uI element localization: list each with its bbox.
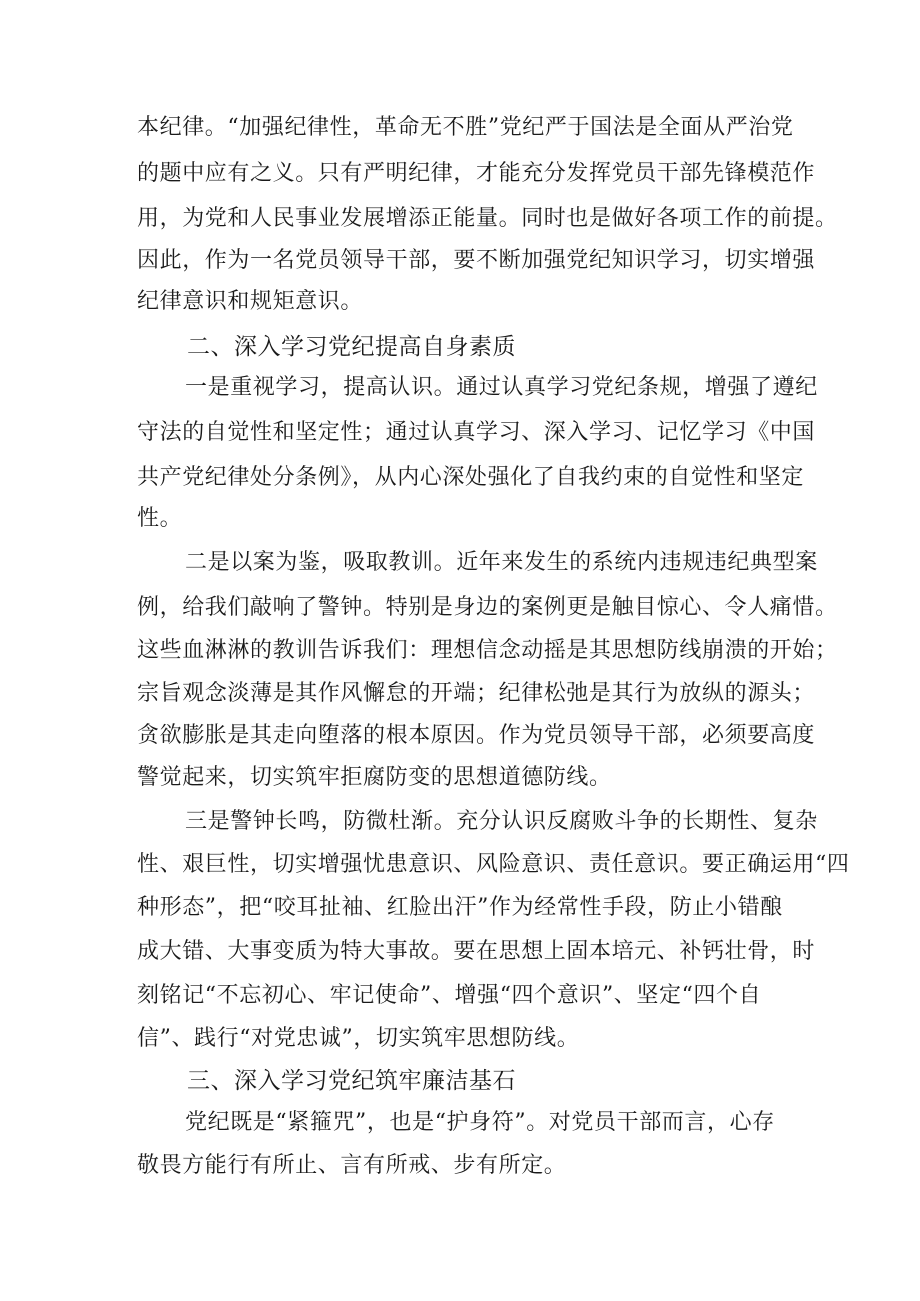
text-line: 种形态”，把“咬耳扯袖、红脸出汗”作为经常性手段，防止小错酿 [137, 895, 783, 920]
text-line: 贪欲膨胀是其走向堕落的根本原因。作为党员领导干部，必须要高度 [137, 723, 816, 748]
text-line: 的题中应有之义。只有严明纪律，才能充分发挥党员干部先锋模范作 [137, 161, 816, 186]
section-heading-2: 二、深入学习党纪提高自身素质 [187, 334, 516, 360]
text-line: 因此，作为一名党员领导干部，要不断加强党纪知识学习，切实增强 [137, 248, 816, 273]
text-line: 警觉起来，切实筑牢拒腐防变的思想道德防线。 [137, 765, 612, 790]
text-line: 性。 [137, 506, 183, 531]
paragraph-first-line: 二是以案为鉴，吸取教训。近年来发生的系统内违规违纪典型案 [185, 550, 818, 575]
section-heading-3: 三、深入学习党纪筑牢廉洁基石 [187, 1068, 516, 1094]
text-line: 用，为党和人民事业发展增添正能量。同时也是做好各项工作的前提。 [137, 206, 838, 231]
text-line: 成大错、大事变质为特大事故。要在思想上固本培元、补钙壮骨，时 [137, 939, 816, 964]
text-line: 宗旨观念淡薄是其作风懈怠的开端；纪律松弛是其行为放纵的源头； [137, 681, 816, 706]
text-line: 这些血淋淋的教训告诉我们：理想信念动摇是其思想防线崩溃的开始； [137, 638, 838, 663]
text-line: 纪律意识和规矩意识。 [137, 289, 364, 314]
text-line: 性、艰巨性，切实增强忧患意识、风险意识、责任意识。要正确运用“四 [137, 852, 850, 877]
paragraph-first-line: 三是警钟长鸣，防微杜渐。充分认识反腐败斗争的长期性、复杂 [185, 809, 818, 834]
paragraph-first-line: 一是重视学习，提高认识。通过认真学习党纪条规，增强了遵纪 [185, 375, 818, 400]
text-line: 守法的自觉性和坚定性；通过认真学习、深入学习、记忆学习《中国 [137, 420, 816, 445]
text-line: 敬畏方能行有所止、言有所戒、步有所定。 [137, 1153, 567, 1178]
text-line: 例，给我们敲响了警钟。特别是身边的案例更是触目惊心、令人痛惜。 [137, 595, 838, 620]
text-line: 共产党纪律处分条例》，从内心深处强化了自我约束的自觉性和坚定 [137, 465, 805, 490]
text-line: 信”、践行“对党忠诚”，切实筑牢思想防线。 [137, 1026, 580, 1051]
text-line: 刻铭记“不忘初心、牢记使命”、增强“四个意识”、坚定“四个自 [137, 983, 762, 1008]
text-line: 本纪律。“加强纪律性，革命无不胜”党纪严于国法是全面从严治党 [137, 115, 794, 140]
paragraph-first-line: 党纪既是“紧箍咒”，也是“护身符”。对党员干部而言，心存 [185, 1110, 775, 1135]
